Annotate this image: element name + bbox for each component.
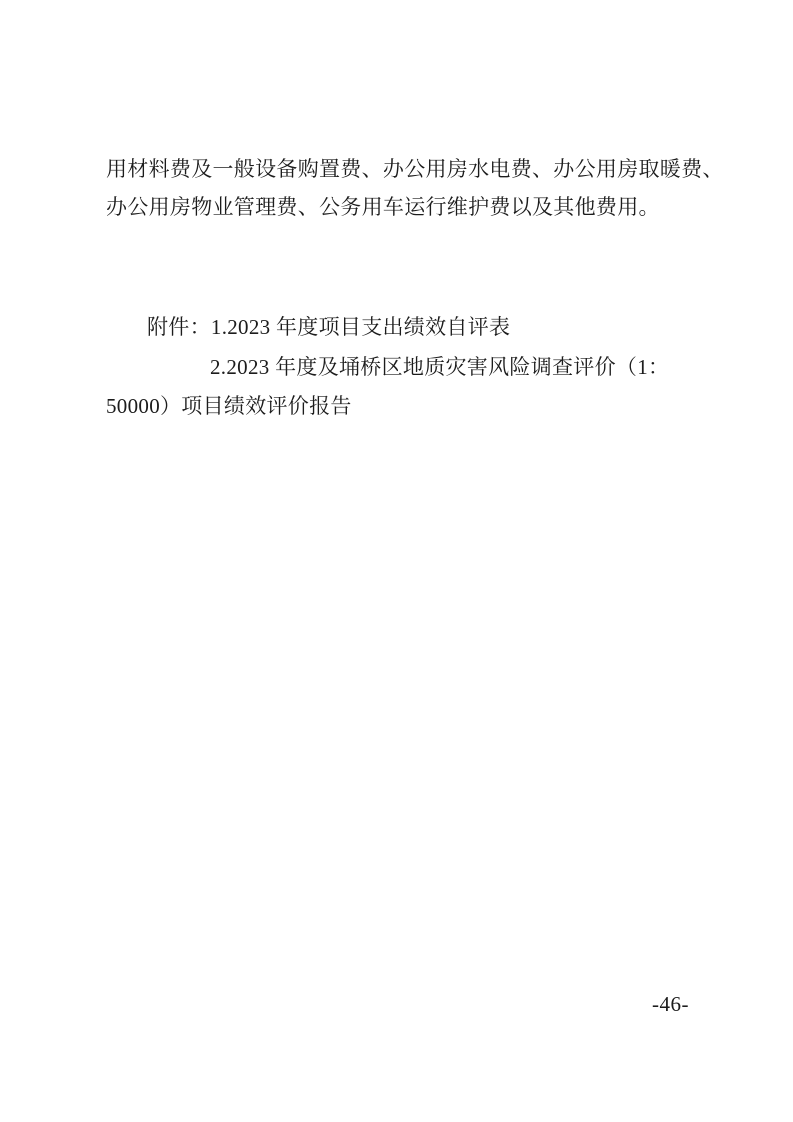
attachments-label: 附件： <box>147 315 211 339</box>
attachments-line-1 <box>147 315 510 339</box>
attachment-item-2-line-2: 50000）项目绩效评价报告 <box>106 394 352 418</box>
body-paragraph-line-1: 用材料费及一般设备购置费、办公用房水电费、办公用房取暖费、 <box>106 157 724 181</box>
attachment-item-2-line-1: 2.2023 年度及埇桥区地质灾害风险调查评价（1： <box>210 355 670 379</box>
attachment-item-1: 1.2023 年度项目支出绩效自评表 <box>210 315 511 339</box>
body-paragraph-line-2: 办公用房物业管理费、公务用车运行维护费以及其他费用。 <box>106 195 660 219</box>
page-number: -46- <box>652 992 689 1016</box>
